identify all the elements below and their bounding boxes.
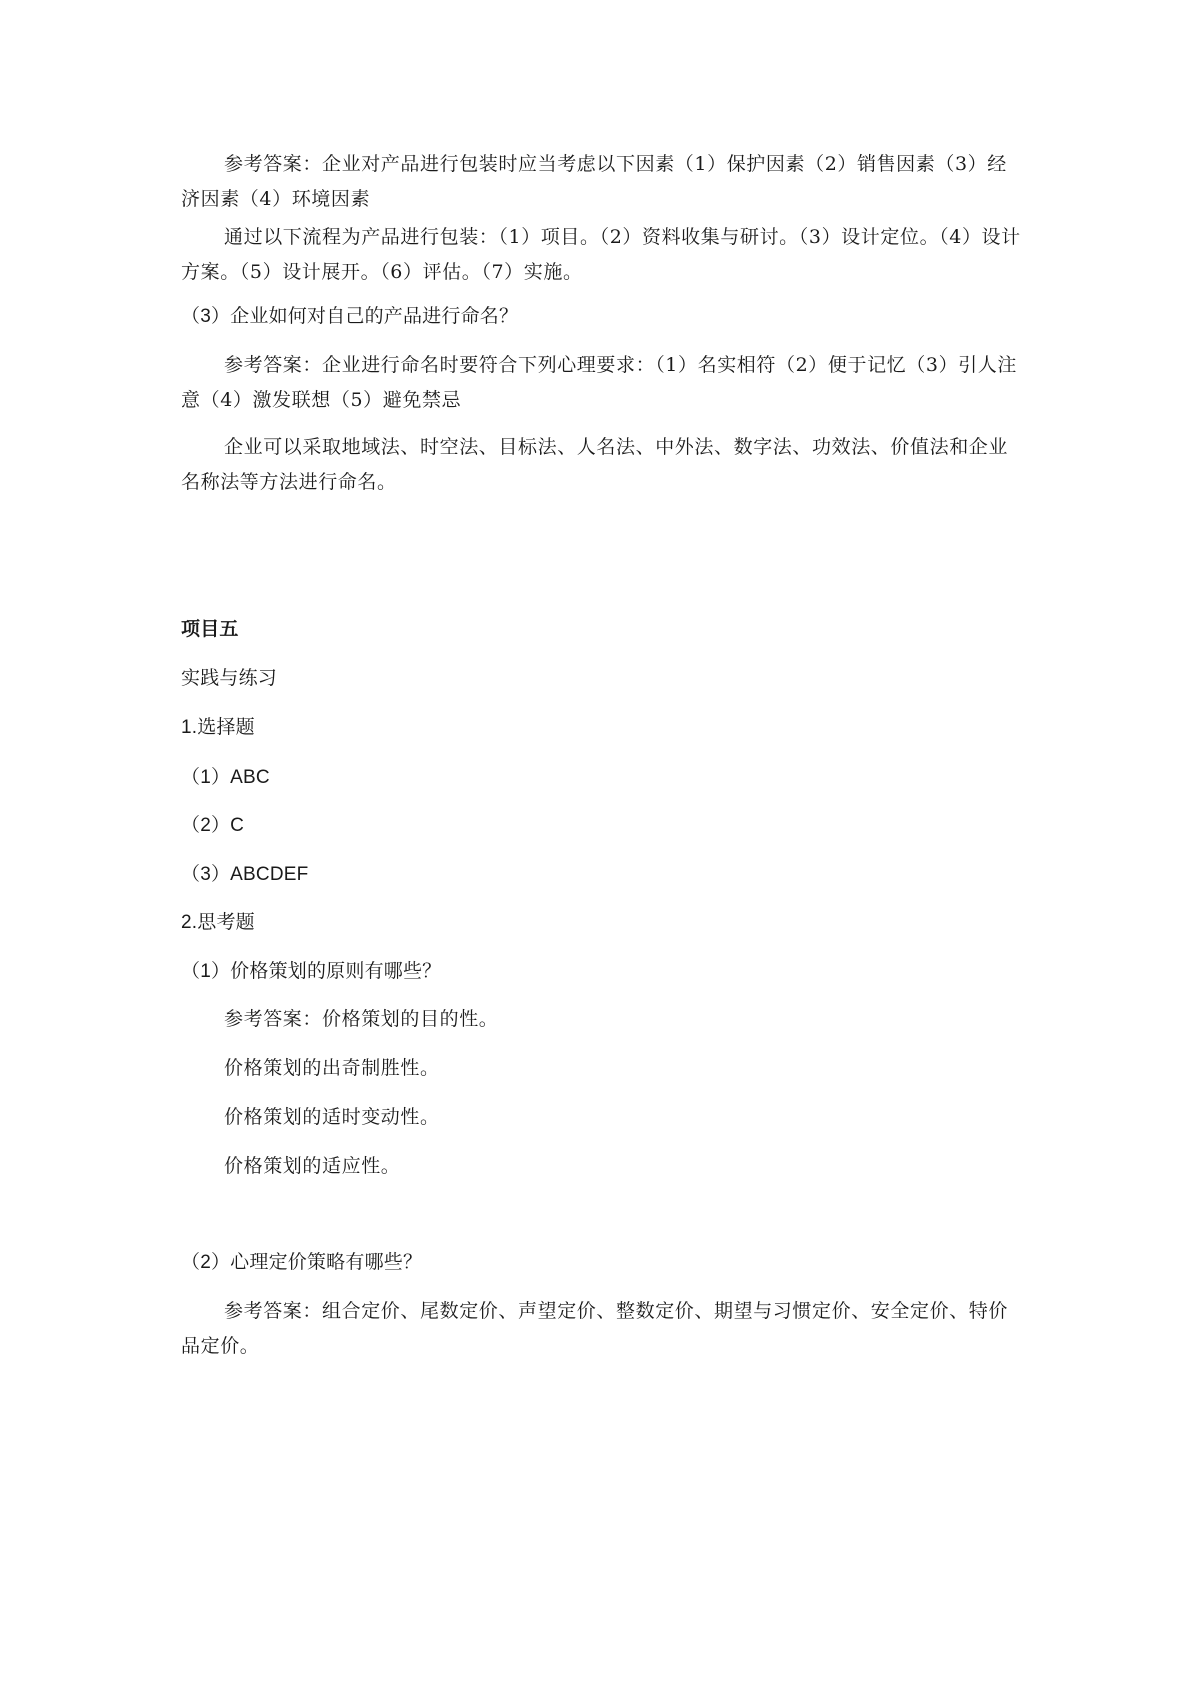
answer-naming-methods: 企业可以采取地域法、时空法、目标法、人名法、中外法、数字法、功效法、价值法和企业名称法等方法进行命名。 [181, 436, 1009, 493]
question-naming: （3）企业如何对自己的产品进行命名？ [181, 306, 519, 327]
answer-psychological-pricing: 参考答案：组合定价、尾数定价、声望定价、整数定价、期望与习惯定价、安全定价、特价品定价。 [181, 1300, 1009, 1357]
choice-heading: 1.选择题 [181, 717, 255, 738]
question-price-principles: （1）价格策划的原则有哪些？ [181, 961, 442, 982]
question-psychological-pricing: （2）心理定价策略有哪些？ [181, 1252, 423, 1273]
answer-naming-requirements: 参考答案：企业进行命名时要符合下列心理要求：（1）名实相符（2）便于记忆（3）引人注意（4）激发联想（5）避免禁忌 [181, 354, 1017, 411]
think-heading: 2.思考题 [181, 912, 255, 933]
choice-item: （3）ABCDEF [181, 864, 309, 885]
choice-item: （2）C [181, 815, 245, 836]
answer-packaging-process: 通过以下流程为产品进行包装：（1）项目。（2）资料收集与研讨。（3）设计定位。（4）设计方案。（5）设计展开。（6）评估。（7）实施。 [181, 226, 1021, 283]
answer-line: 价格策划的适应性。 [224, 1155, 401, 1177]
answer-line: 价格策划的出奇制胜性。 [224, 1057, 440, 1079]
choice-item: （1）ABC [181, 767, 270, 788]
answer-line: 参考答案：价格策划的目的性。 [224, 1008, 499, 1030]
section-title: 项目五 [181, 619, 239, 640]
answer-packaging-factors: 参考答案：企业对产品进行包装时应当考虑以下因素（1）保护因素（2）销售因素（3）经济因素（4）环境因素 [181, 153, 1007, 210]
section-subtitle: 实践与练习 [181, 668, 278, 689]
answer-line: 价格策划的适时变动性。 [224, 1106, 440, 1128]
